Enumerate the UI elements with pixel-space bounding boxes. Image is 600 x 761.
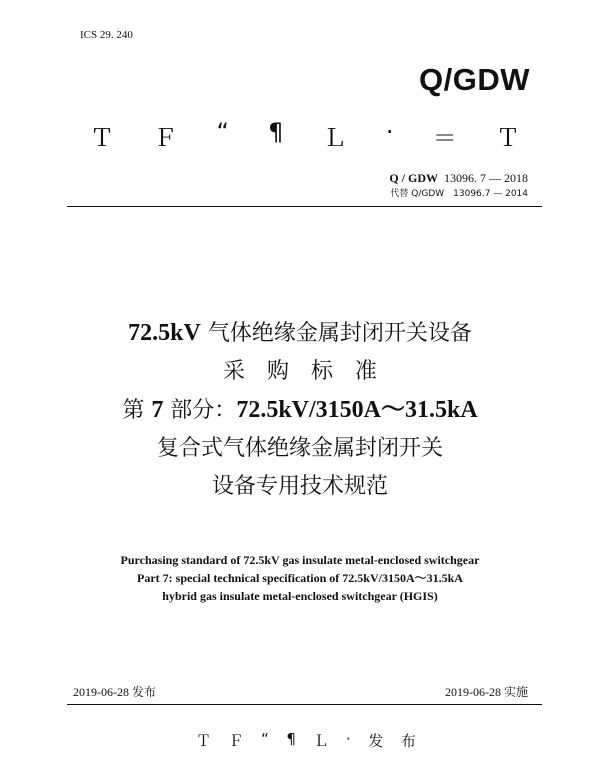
standard-number-prefix: Q / GDW — [389, 171, 438, 185]
english-title-line-2: Part 7: special technical specification of 72.5kV/3150A～31.5kA — [137, 571, 463, 585]
issuer-glyph: · — [346, 730, 351, 748]
standard-number-value: 13096. 7 — 2018 — [444, 171, 528, 185]
title-line-4: 复合式气体绝缘金属封闭开关 — [156, 436, 443, 461]
publish-date-value: 2019-06-28 — [73, 685, 129, 699]
issuer-glyph: ¶ — [286, 730, 296, 748]
title-rating: 72.5kV/3150A～31.5kA — [236, 397, 478, 423]
issuer-glyph: “ — [261, 730, 269, 748]
title-line-3 — [0, 391, 600, 430]
replaces-standard: 代替 Q/GDW 13096.7 — 2014 — [390, 189, 528, 199]
standard-logo: Q/GDW — [419, 62, 530, 97]
title-line-1-text: 气体绝缘金属封闭开关设备 — [200, 321, 472, 346]
publish-label: 发布 — [132, 685, 157, 699]
title-line-2: 采 购 标 准 — [222, 359, 377, 384]
org-glyph: ＝ — [432, 124, 457, 152]
standard-number — [389, 171, 528, 186]
ics-code: ICS 29. 240 — [80, 29, 133, 41]
title-line-5: 设备专用技术规范 — [211, 474, 388, 499]
title-part-suffix: 部分： — [163, 398, 237, 423]
footer-divider — [67, 704, 542, 705]
org-glyph: Ｔ — [90, 124, 114, 152]
title-part-number: 7 — [151, 397, 164, 423]
org-glyph: Ｔ — [496, 124, 520, 152]
header-divider — [67, 206, 542, 207]
english-title — [0, 551, 600, 605]
issuer-glyph: 发 — [368, 732, 384, 750]
title-part-prefix: 第 — [122, 398, 152, 423]
organization-name — [90, 118, 520, 153]
issuer-glyph: 布 — [400, 732, 416, 750]
english-title-line-3: hybrid gas insulate metal-enclosed switchgear (HGIS) — [162, 589, 438, 603]
org-glyph: Ｆ — [153, 124, 178, 152]
implement-date-value: 2019-06-28 — [444, 685, 501, 699]
issuer-glyph: Ｔ — [196, 732, 212, 750]
issuer-glyph: Ｆ — [228, 732, 244, 750]
org-glyph: ¶ — [268, 118, 284, 146]
implement-label: 实施 — [503, 685, 528, 699]
title-voltage: 72.5kV — [128, 320, 201, 346]
org-glyph: “ — [216, 118, 229, 146]
implement-date — [445, 683, 528, 700]
chinese-title — [0, 314, 600, 506]
org-glyph: · — [385, 118, 394, 146]
publish-date — [73, 683, 156, 700]
english-title-line-1: Purchasing standard of 72.5kV gas insulate metal-enclosed switchgear — [120, 553, 480, 567]
org-glyph: Ｌ — [322, 124, 347, 152]
title-line-1 — [0, 314, 600, 353]
issuer — [196, 730, 416, 751]
issuer-glyph: Ｌ — [313, 732, 329, 750]
